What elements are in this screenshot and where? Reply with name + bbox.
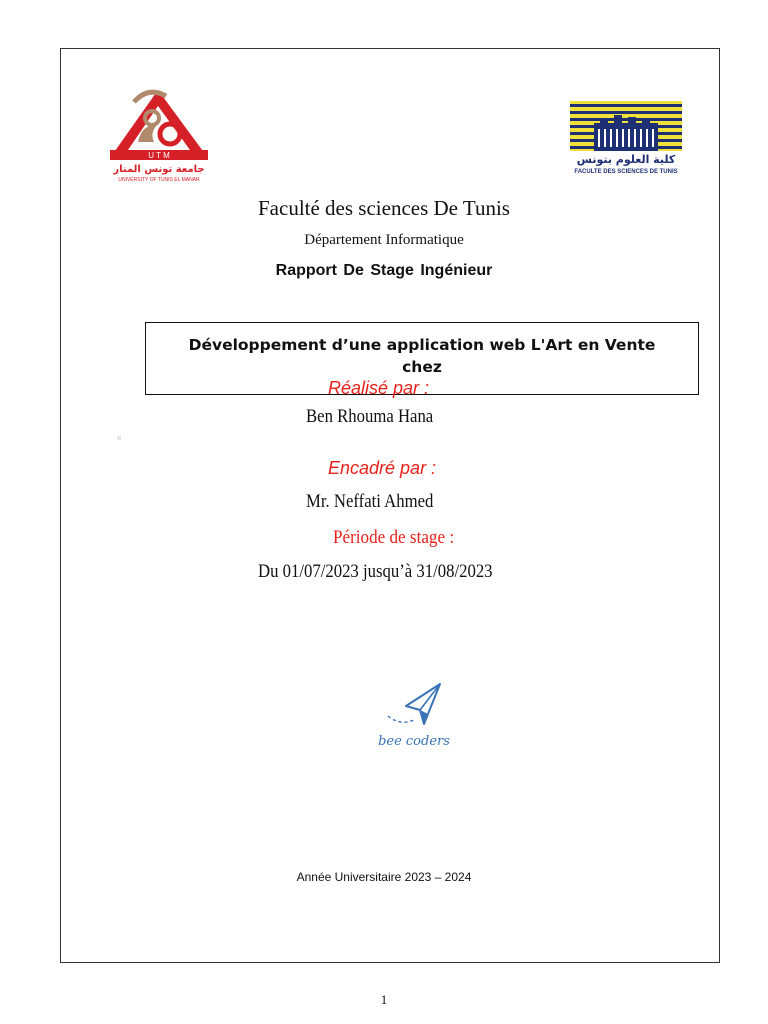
utm-emblem (110, 90, 208, 160)
internship-period-label: Période de stage : (333, 527, 455, 548)
utm-logo (104, 84, 214, 184)
department-name: Département Informatique (304, 232, 464, 248)
project-title (145, 334, 699, 378)
report-type: Rapport De Stage Ingénieur (275, 262, 493, 279)
author-name: Ben Rhouma Hana (306, 406, 434, 427)
decorative-dot (117, 436, 121, 440)
fst-logo (570, 101, 684, 177)
project-title-line-1: Développement d’une application web L'Art en Vente (188, 336, 656, 354)
internship-dates: Du 01/07/2023 jusqu’à 31/08/2023 (258, 561, 493, 582)
faculty-title: Faculté des sciences De Tunis (258, 196, 510, 220)
beecoders-wordmark: bee coders (378, 734, 450, 749)
author-label: Réalisé par : (328, 378, 430, 398)
supervisor-name: Mr. Neffati Ahmed (306, 491, 434, 512)
utm-latin: UNIVERSITY OF TUNIS EL MANAR (118, 177, 200, 183)
utm-arabic: جامعة تونس المنار (113, 164, 205, 175)
fst-latin: FACULTE DES SCIENCES DE TUNIS (574, 169, 678, 175)
page-number: 1 (380, 992, 388, 1007)
paper-plane-icon (388, 684, 440, 724)
project-title-line-2: chez (402, 358, 442, 376)
academic-year: Année Universitaire 2023 – 2024 (296, 870, 472, 884)
utm-letters: U T M (148, 151, 170, 160)
beecoders-logo (370, 680, 460, 752)
supervisor-label: Encadré par : (328, 458, 437, 478)
fst-arabic: كلية العلوم بتونس (576, 153, 676, 166)
